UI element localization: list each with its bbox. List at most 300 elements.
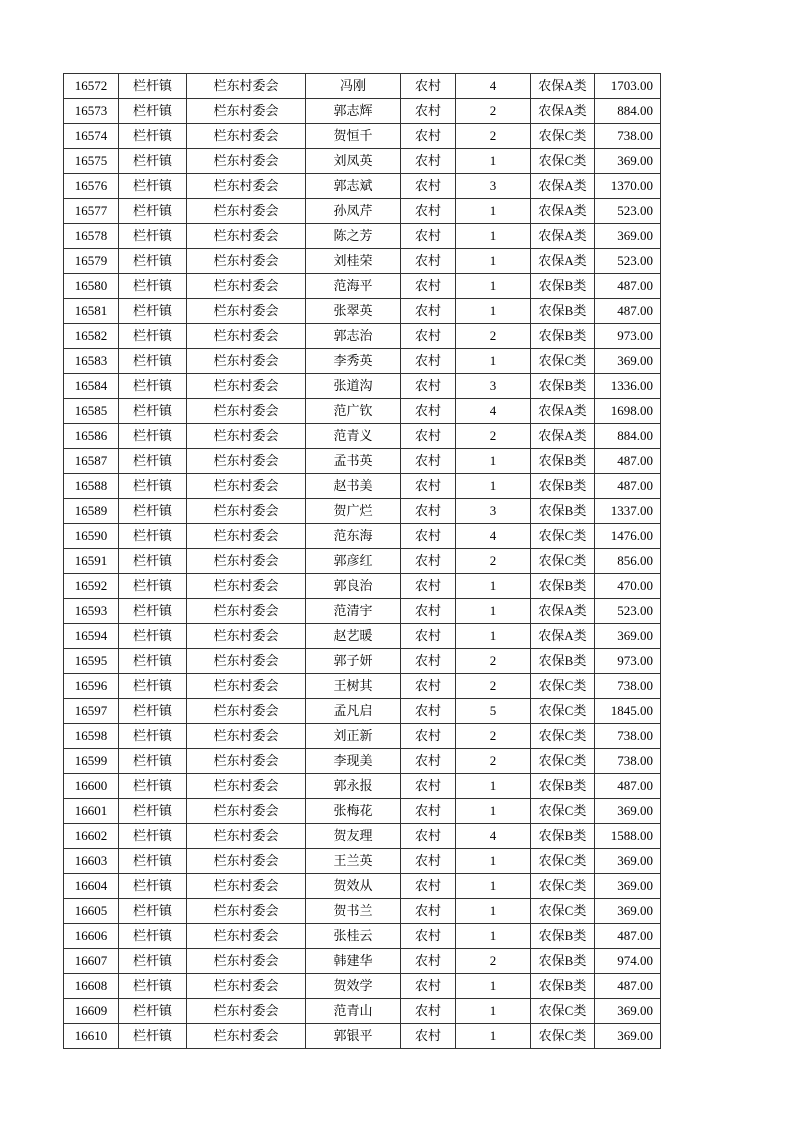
town-cell: 栏杆镇 <box>119 449 187 474</box>
amount-cell: 369.00 <box>595 849 661 874</box>
insurance-category-cell: 农保C类 <box>531 699 595 724</box>
village-committee-cell: 栏东村委会 <box>187 999 306 1024</box>
serial-number-cell: 16595 <box>64 649 119 674</box>
person-name-cell: 郭良治 <box>306 574 401 599</box>
amount-cell: 487.00 <box>595 924 661 949</box>
village-committee-cell: 栏东村委会 <box>187 249 306 274</box>
amount-cell: 369.00 <box>595 149 661 174</box>
amount-cell: 470.00 <box>595 574 661 599</box>
village-committee-cell: 栏东村委会 <box>187 949 306 974</box>
village-committee-cell: 栏东村委会 <box>187 824 306 849</box>
residence-type-cell: 农村 <box>401 974 456 999</box>
insurance-category-cell: 农保C类 <box>531 1024 595 1049</box>
amount-cell: 1698.00 <box>595 399 661 424</box>
table-row <box>64 949 661 974</box>
amount-cell: 369.00 <box>595 1024 661 1049</box>
person-count-cell: 2 <box>456 549 531 574</box>
table-row <box>64 924 661 949</box>
residence-type-cell: 农村 <box>401 474 456 499</box>
amount-cell: 523.00 <box>595 199 661 224</box>
person-count-cell: 1 <box>456 799 531 824</box>
person-count-cell: 2 <box>456 649 531 674</box>
village-committee-cell: 栏东村委会 <box>187 699 306 724</box>
insurance-category-cell: 农保A类 <box>531 599 595 624</box>
table-row <box>64 149 661 174</box>
table-row <box>64 599 661 624</box>
town-cell: 栏杆镇 <box>119 774 187 799</box>
town-cell: 栏杆镇 <box>119 74 187 99</box>
person-name-cell: 刘正新 <box>306 724 401 749</box>
amount-cell: 974.00 <box>595 949 661 974</box>
insurance-category-cell: 农保C类 <box>531 799 595 824</box>
serial-number-cell: 16574 <box>64 124 119 149</box>
town-cell: 栏杆镇 <box>119 1024 187 1049</box>
serial-number-cell: 16607 <box>64 949 119 974</box>
person-count-cell: 3 <box>456 374 531 399</box>
person-count-cell: 1 <box>456 624 531 649</box>
residence-type-cell: 农村 <box>401 724 456 749</box>
serial-number-cell: 16579 <box>64 249 119 274</box>
residence-type-cell: 农村 <box>401 99 456 124</box>
residence-type-cell: 农村 <box>401 149 456 174</box>
serial-number-cell: 16581 <box>64 299 119 324</box>
person-name-cell: 刘凤英 <box>306 149 401 174</box>
amount-cell: 369.00 <box>595 624 661 649</box>
table-row <box>64 274 661 299</box>
serial-number-cell: 16588 <box>64 474 119 499</box>
insurance-category-cell: 农保A类 <box>531 174 595 199</box>
town-cell: 栏杆镇 <box>119 224 187 249</box>
serial-number-cell: 16596 <box>64 674 119 699</box>
residence-type-cell: 农村 <box>401 874 456 899</box>
amount-cell: 738.00 <box>595 674 661 699</box>
person-name-cell: 郭志辉 <box>306 99 401 124</box>
person-count-cell: 3 <box>456 174 531 199</box>
person-count-cell: 4 <box>456 524 531 549</box>
town-cell: 栏杆镇 <box>119 624 187 649</box>
town-cell: 栏杆镇 <box>119 524 187 549</box>
person-name-cell: 郭永报 <box>306 774 401 799</box>
insurance-category-cell: 农保B类 <box>531 274 595 299</box>
table-row <box>64 99 661 124</box>
person-count-cell: 1 <box>456 474 531 499</box>
person-name-cell: 贺友理 <box>306 824 401 849</box>
village-committee-cell: 栏东村委会 <box>187 174 306 199</box>
person-name-cell: 范东海 <box>306 524 401 549</box>
town-cell: 栏杆镇 <box>119 924 187 949</box>
insurance-category-cell: 农保A类 <box>531 224 595 249</box>
town-cell: 栏杆镇 <box>119 674 187 699</box>
insurance-category-cell: 农保C类 <box>531 999 595 1024</box>
residence-type-cell: 农村 <box>401 249 456 274</box>
amount-cell: 1588.00 <box>595 824 661 849</box>
serial-number-cell: 16593 <box>64 599 119 624</box>
amount-cell: 738.00 <box>595 749 661 774</box>
person-count-cell: 1 <box>456 149 531 174</box>
serial-number-cell: 16600 <box>64 774 119 799</box>
amount-cell: 487.00 <box>595 299 661 324</box>
amount-cell: 369.00 <box>595 899 661 924</box>
insurance-category-cell: 农保C类 <box>531 549 595 574</box>
person-count-cell: 1 <box>456 449 531 474</box>
person-name-cell: 郭子妍 <box>306 649 401 674</box>
amount-cell: 856.00 <box>595 549 661 574</box>
table-row <box>64 1024 661 1049</box>
amount-cell: 487.00 <box>595 974 661 999</box>
table-row <box>64 574 661 599</box>
person-name-cell: 贺恒千 <box>306 124 401 149</box>
amount-cell: 884.00 <box>595 99 661 124</box>
table-row <box>64 824 661 849</box>
residence-type-cell: 农村 <box>401 349 456 374</box>
town-cell: 栏杆镇 <box>119 499 187 524</box>
amount-cell: 369.00 <box>595 874 661 899</box>
village-committee-cell: 栏东村委会 <box>187 149 306 174</box>
serial-number-cell: 16602 <box>64 824 119 849</box>
insurance-category-cell: 农保B类 <box>531 949 595 974</box>
residence-type-cell: 农村 <box>401 274 456 299</box>
table-row <box>64 324 661 349</box>
serial-number-cell: 16605 <box>64 899 119 924</box>
table-row <box>64 899 661 924</box>
village-committee-cell: 栏东村委会 <box>187 849 306 874</box>
person-count-cell: 1 <box>456 574 531 599</box>
table-body <box>64 74 661 1049</box>
person-name-cell: 范广钦 <box>306 399 401 424</box>
insurance-category-cell: 农保B类 <box>531 824 595 849</box>
residence-type-cell: 农村 <box>401 899 456 924</box>
village-committee-cell: 栏东村委会 <box>187 799 306 824</box>
insurance-category-cell: 农保A类 <box>531 99 595 124</box>
person-count-cell: 1 <box>456 924 531 949</box>
village-committee-cell: 栏东村委会 <box>187 624 306 649</box>
town-cell: 栏杆镇 <box>119 724 187 749</box>
town-cell: 栏杆镇 <box>119 324 187 349</box>
table-row <box>64 474 661 499</box>
town-cell: 栏杆镇 <box>119 699 187 724</box>
village-committee-cell: 栏东村委会 <box>187 74 306 99</box>
village-committee-cell: 栏东村委会 <box>187 924 306 949</box>
town-cell: 栏杆镇 <box>119 199 187 224</box>
person-name-cell: 李秀英 <box>306 349 401 374</box>
village-committee-cell: 栏东村委会 <box>187 349 306 374</box>
residence-type-cell: 农村 <box>401 949 456 974</box>
residence-type-cell: 农村 <box>401 699 456 724</box>
person-count-cell: 2 <box>456 424 531 449</box>
town-cell: 栏杆镇 <box>119 974 187 999</box>
person-count-cell: 1 <box>456 274 531 299</box>
residence-type-cell: 农村 <box>401 774 456 799</box>
insurance-category-cell: 农保B类 <box>531 324 595 349</box>
residence-type-cell: 农村 <box>401 299 456 324</box>
residence-type-cell: 农村 <box>401 74 456 99</box>
person-name-cell: 孟凡启 <box>306 699 401 724</box>
person-count-cell: 4 <box>456 399 531 424</box>
amount-cell: 973.00 <box>595 649 661 674</box>
village-committee-cell: 栏东村委会 <box>187 1024 306 1049</box>
village-committee-cell: 栏东村委会 <box>187 324 306 349</box>
insurance-category-cell: 农保B类 <box>531 649 595 674</box>
insurance-category-cell: 农保C类 <box>531 149 595 174</box>
table-row <box>64 624 661 649</box>
person-count-cell: 1 <box>456 599 531 624</box>
village-committee-cell: 栏东村委会 <box>187 399 306 424</box>
person-name-cell: 范海平 <box>306 274 401 299</box>
town-cell: 栏杆镇 <box>119 649 187 674</box>
residence-type-cell: 农村 <box>401 1024 456 1049</box>
table-row <box>64 974 661 999</box>
person-name-cell: 贺广烂 <box>306 499 401 524</box>
serial-number-cell: 16584 <box>64 374 119 399</box>
insurance-category-cell: 农保B类 <box>531 974 595 999</box>
village-committee-cell: 栏东村委会 <box>187 549 306 574</box>
serial-number-cell: 16578 <box>64 224 119 249</box>
table-row <box>64 74 661 99</box>
person-name-cell: 陈之芳 <box>306 224 401 249</box>
village-committee-cell: 栏东村委会 <box>187 774 306 799</box>
village-committee-cell: 栏东村委会 <box>187 599 306 624</box>
town-cell: 栏杆镇 <box>119 999 187 1024</box>
village-committee-cell: 栏东村委会 <box>187 424 306 449</box>
insurance-category-cell: 农保A类 <box>531 74 595 99</box>
insurance-category-cell: 农保B类 <box>531 299 595 324</box>
person-name-cell: 韩建华 <box>306 949 401 974</box>
insurance-category-cell: 农保C类 <box>531 724 595 749</box>
table-row <box>64 749 661 774</box>
serial-number-cell: 16603 <box>64 849 119 874</box>
residence-type-cell: 农村 <box>401 449 456 474</box>
village-committee-cell: 栏东村委会 <box>187 899 306 924</box>
table-row <box>64 649 661 674</box>
insurance-category-cell: 农保C类 <box>531 749 595 774</box>
table-row <box>64 799 661 824</box>
serial-number-cell: 16597 <box>64 699 119 724</box>
person-name-cell: 郭银平 <box>306 1024 401 1049</box>
serial-number-cell: 16589 <box>64 499 119 524</box>
village-committee-cell: 栏东村委会 <box>187 874 306 899</box>
insurance-category-cell: 农保A类 <box>531 624 595 649</box>
person-name-cell: 冯刚 <box>306 74 401 99</box>
village-committee-cell: 栏东村委会 <box>187 99 306 124</box>
table-row <box>64 449 661 474</box>
insurance-category-cell: 农保C类 <box>531 349 595 374</box>
town-cell: 栏杆镇 <box>119 374 187 399</box>
table-row <box>64 699 661 724</box>
person-name-cell: 贺效学 <box>306 974 401 999</box>
residence-type-cell: 农村 <box>401 524 456 549</box>
amount-cell: 973.00 <box>595 324 661 349</box>
person-name-cell: 张桂云 <box>306 924 401 949</box>
person-count-cell: 2 <box>456 674 531 699</box>
person-count-cell: 2 <box>456 324 531 349</box>
amount-cell: 1337.00 <box>595 499 661 524</box>
town-cell: 栏杆镇 <box>119 899 187 924</box>
amount-cell: 369.00 <box>595 799 661 824</box>
amount-cell: 884.00 <box>595 424 661 449</box>
town-cell: 栏杆镇 <box>119 274 187 299</box>
table-row <box>64 499 661 524</box>
residence-type-cell: 农村 <box>401 174 456 199</box>
person-count-cell: 1 <box>456 874 531 899</box>
town-cell: 栏杆镇 <box>119 549 187 574</box>
residence-type-cell: 农村 <box>401 199 456 224</box>
serial-number-cell: 16577 <box>64 199 119 224</box>
village-committee-cell: 栏东村委会 <box>187 674 306 699</box>
person-count-cell: 1 <box>456 999 531 1024</box>
amount-cell: 1703.00 <box>595 74 661 99</box>
village-committee-cell: 栏东村委会 <box>187 749 306 774</box>
village-committee-cell: 栏东村委会 <box>187 574 306 599</box>
insurance-category-cell: 农保A类 <box>531 249 595 274</box>
insurance-category-cell: 农保B类 <box>531 449 595 474</box>
town-cell: 栏杆镇 <box>119 799 187 824</box>
residence-type-cell: 农村 <box>401 424 456 449</box>
town-cell: 栏杆镇 <box>119 599 187 624</box>
village-committee-cell: 栏东村委会 <box>187 299 306 324</box>
village-committee-cell: 栏东村委会 <box>187 199 306 224</box>
person-name-cell: 郭志治 <box>306 324 401 349</box>
table-row <box>64 399 661 424</box>
table-row <box>64 549 661 574</box>
benefits-table <box>63 73 661 1049</box>
serial-number-cell: 16601 <box>64 799 119 824</box>
table-row <box>64 224 661 249</box>
town-cell: 栏杆镇 <box>119 99 187 124</box>
amount-cell: 487.00 <box>595 774 661 799</box>
serial-number-cell: 16590 <box>64 524 119 549</box>
serial-number-cell: 16594 <box>64 624 119 649</box>
insurance-category-cell: 农保B类 <box>531 774 595 799</box>
residence-type-cell: 农村 <box>401 824 456 849</box>
town-cell: 栏杆镇 <box>119 299 187 324</box>
table-row <box>64 174 661 199</box>
amount-cell: 369.00 <box>595 349 661 374</box>
town-cell: 栏杆镇 <box>119 824 187 849</box>
village-committee-cell: 栏东村委会 <box>187 224 306 249</box>
amount-cell: 1845.00 <box>595 699 661 724</box>
insurance-category-cell: 农保B类 <box>531 474 595 499</box>
town-cell: 栏杆镇 <box>119 849 187 874</box>
serial-number-cell: 16610 <box>64 1024 119 1049</box>
amount-cell: 487.00 <box>595 274 661 299</box>
residence-type-cell: 农村 <box>401 924 456 949</box>
person-name-cell: 赵书美 <box>306 474 401 499</box>
insurance-category-cell: 农保B类 <box>531 499 595 524</box>
residence-type-cell: 农村 <box>401 649 456 674</box>
insurance-category-cell: 农保C类 <box>531 124 595 149</box>
table-row <box>64 524 661 549</box>
town-cell: 栏杆镇 <box>119 399 187 424</box>
insurance-category-cell: 农保B类 <box>531 574 595 599</box>
serial-number-cell: 16606 <box>64 924 119 949</box>
person-name-cell: 范青山 <box>306 999 401 1024</box>
person-name-cell: 郭志斌 <box>306 174 401 199</box>
serial-number-cell: 16572 <box>64 74 119 99</box>
village-committee-cell: 栏东村委会 <box>187 649 306 674</box>
serial-number-cell: 16604 <box>64 874 119 899</box>
table-row <box>64 424 661 449</box>
person-name-cell: 李现美 <box>306 749 401 774</box>
person-name-cell: 刘桂荣 <box>306 249 401 274</box>
amount-cell: 738.00 <box>595 724 661 749</box>
person-name-cell: 贺效从 <box>306 874 401 899</box>
table-row <box>64 299 661 324</box>
serial-number-cell: 16609 <box>64 999 119 1024</box>
serial-number-cell: 16592 <box>64 574 119 599</box>
amount-cell: 1336.00 <box>595 374 661 399</box>
table-row <box>64 349 661 374</box>
town-cell: 栏杆镇 <box>119 249 187 274</box>
amount-cell: 738.00 <box>595 124 661 149</box>
person-count-cell: 2 <box>456 124 531 149</box>
village-committee-cell: 栏东村委会 <box>187 374 306 399</box>
residence-type-cell: 农村 <box>401 124 456 149</box>
serial-number-cell: 16583 <box>64 349 119 374</box>
person-name-cell: 赵艺暖 <box>306 624 401 649</box>
table-row <box>64 374 661 399</box>
person-count-cell: 1 <box>456 899 531 924</box>
residence-type-cell: 农村 <box>401 224 456 249</box>
person-count-cell: 2 <box>456 99 531 124</box>
serial-number-cell: 16575 <box>64 149 119 174</box>
person-name-cell: 张道沟 <box>306 374 401 399</box>
insurance-category-cell: 农保B类 <box>531 924 595 949</box>
table-row <box>64 874 661 899</box>
amount-cell: 523.00 <box>595 599 661 624</box>
village-committee-cell: 栏东村委会 <box>187 499 306 524</box>
person-count-cell: 2 <box>456 949 531 974</box>
person-count-cell: 1 <box>456 199 531 224</box>
person-name-cell: 范青义 <box>306 424 401 449</box>
amount-cell: 487.00 <box>595 449 661 474</box>
serial-number-cell: 16608 <box>64 974 119 999</box>
person-count-cell: 1 <box>456 249 531 274</box>
residence-type-cell: 农村 <box>401 599 456 624</box>
person-count-cell: 1 <box>456 224 531 249</box>
serial-number-cell: 16587 <box>64 449 119 474</box>
town-cell: 栏杆镇 <box>119 149 187 174</box>
insurance-category-cell: 农保A类 <box>531 424 595 449</box>
residence-type-cell: 农村 <box>401 399 456 424</box>
person-count-cell: 1 <box>456 349 531 374</box>
village-committee-cell: 栏东村委会 <box>187 274 306 299</box>
serial-number-cell: 16599 <box>64 749 119 774</box>
person-name-cell: 孙凤芹 <box>306 199 401 224</box>
town-cell: 栏杆镇 <box>119 424 187 449</box>
table-row <box>64 199 661 224</box>
person-count-cell: 3 <box>456 499 531 524</box>
village-committee-cell: 栏东村委会 <box>187 724 306 749</box>
residence-type-cell: 农村 <box>401 574 456 599</box>
residence-type-cell: 农村 <box>401 499 456 524</box>
amount-cell: 1370.00 <box>595 174 661 199</box>
residence-type-cell: 农村 <box>401 799 456 824</box>
table-row <box>64 124 661 149</box>
town-cell: 栏杆镇 <box>119 174 187 199</box>
town-cell: 栏杆镇 <box>119 474 187 499</box>
amount-cell: 1476.00 <box>595 524 661 549</box>
table-row <box>64 774 661 799</box>
person-count-cell: 1 <box>456 774 531 799</box>
table-row <box>64 249 661 274</box>
serial-number-cell: 16598 <box>64 724 119 749</box>
residence-type-cell: 农村 <box>401 749 456 774</box>
town-cell: 栏杆镇 <box>119 349 187 374</box>
person-count-cell: 1 <box>456 849 531 874</box>
amount-cell: 369.00 <box>595 224 661 249</box>
town-cell: 栏杆镇 <box>119 124 187 149</box>
person-name-cell: 贺书兰 <box>306 899 401 924</box>
